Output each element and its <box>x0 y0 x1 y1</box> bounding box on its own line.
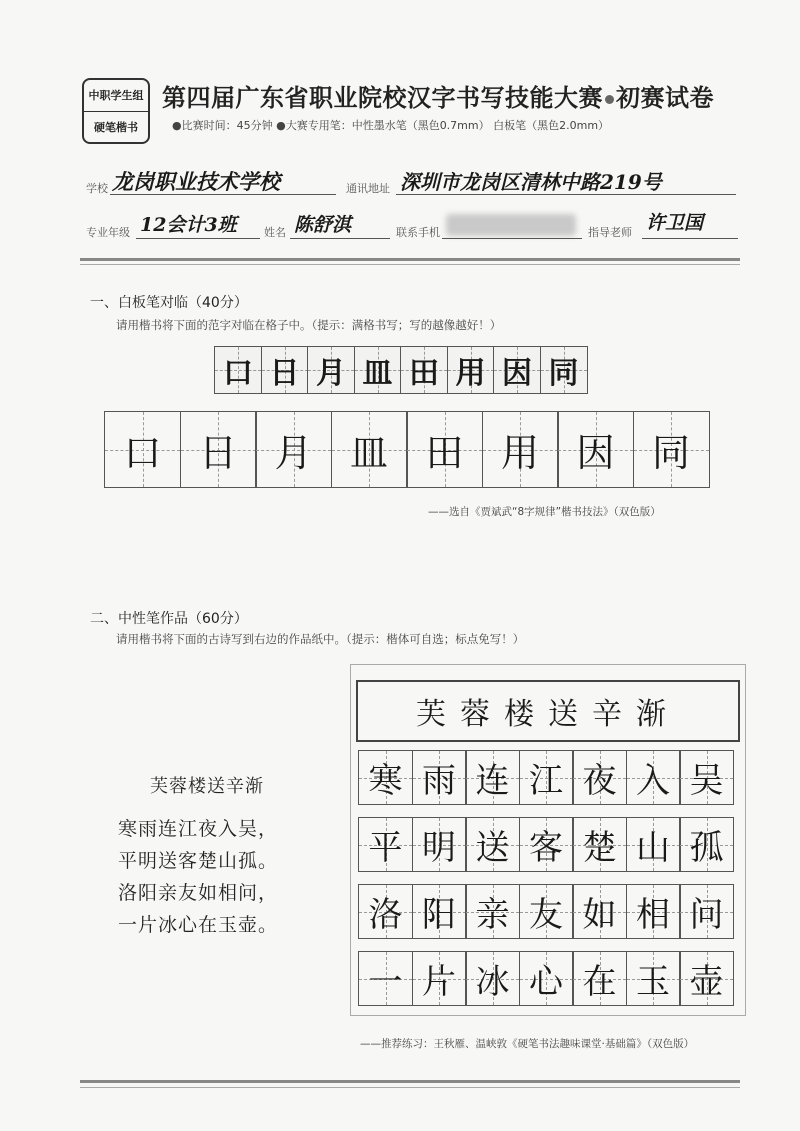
badge-group-label: 中职学生组 <box>84 80 148 112</box>
section1-desc: 请用楷书将下面的范字对临在格子中。（提示：满格书写；写的越像越好！） <box>116 318 502 332</box>
model-char: 田 <box>409 356 439 391</box>
copy-char-row <box>104 411 708 488</box>
copy-char: 田 <box>425 431 464 475</box>
work-char: 吴 <box>689 761 724 801</box>
model-char-cell <box>214 346 262 394</box>
work-char: 入 <box>636 761 670 801</box>
name-label: 姓名 <box>264 226 286 239</box>
work-row <box>358 951 733 1006</box>
school-underline <box>110 194 336 195</box>
title-dot-icon <box>605 95 614 104</box>
work-char: 亲 <box>475 895 510 935</box>
address-label: 通讯地址 <box>346 182 390 195</box>
class-value[interactable]: 12会计3班 <box>140 214 237 236</box>
work-cell[interactable] <box>572 817 627 872</box>
work-title-box[interactable] <box>356 680 740 742</box>
work-cell[interactable] <box>519 750 574 805</box>
title-suffix: 初赛试卷 <box>616 84 714 112</box>
work-char: 在 <box>582 962 617 1002</box>
work-cell[interactable] <box>412 884 467 939</box>
work-char: 明 <box>422 828 456 868</box>
copy-char-cell[interactable] <box>255 411 332 488</box>
work-char: 洛 <box>368 895 403 935</box>
work-row <box>358 817 733 872</box>
model-char-cell <box>261 346 309 394</box>
work-cell[interactable] <box>465 951 520 1006</box>
work-char: 友 <box>529 895 563 935</box>
work-cell[interactable] <box>412 750 467 805</box>
copy-char-cell[interactable] <box>406 411 483 488</box>
poem-line: 平明送客楚山孤。 <box>118 850 279 872</box>
copy-char: 口 <box>123 431 162 475</box>
work-cell[interactable] <box>465 750 520 805</box>
section2-credit: ——推荐练习：王秋雁、温峡敦《硬笔书法趣味课堂·基础篇》（双色版） <box>360 1038 695 1050</box>
work-char: 阳 <box>422 895 456 935</box>
header-divider-thin <box>80 264 740 265</box>
copy-char: 因 <box>576 431 615 475</box>
badge-style-label: 硬笔楷书 <box>94 120 138 134</box>
page-title <box>162 78 714 113</box>
work-cell[interactable] <box>679 750 734 805</box>
model-char: 月 <box>316 356 346 391</box>
copy-char: 同 <box>651 431 690 475</box>
model-char: 因 <box>502 356 532 391</box>
copy-char: 皿 <box>349 431 388 475</box>
work-cell[interactable] <box>626 951 681 1006</box>
work-cell[interactable] <box>626 884 681 939</box>
work-cell[interactable] <box>358 817 413 872</box>
work-cell[interactable] <box>519 817 574 872</box>
model-char-cell <box>540 346 588 394</box>
exam-info: ●比赛时间：45分钟 ●大赛专用笔：中性墨水笔（黑色0.7mm） 白板笔（黑色2.0mm） <box>172 119 610 132</box>
section2-title: 二、中性笔作品（60分） <box>90 611 248 627</box>
work-cell[interactable] <box>519 884 574 939</box>
teacher-label: 指导老师 <box>588 226 632 239</box>
work-row <box>358 884 733 939</box>
work-char: 冰 <box>475 962 510 1002</box>
model-char-cell <box>493 346 541 394</box>
address-value[interactable]: 深圳市龙岗区清林中路219号 <box>400 170 662 194</box>
model-char: 同 <box>548 356 579 391</box>
work-title: 芙蓉楼送辛渐 <box>416 697 680 732</box>
work-cell[interactable] <box>679 817 734 872</box>
copy-char-cell[interactable] <box>331 411 408 488</box>
model-char-row <box>214 346 586 394</box>
poem-line: 洛阳亲友如相问， <box>118 882 279 904</box>
footer-divider-thin <box>80 1087 740 1088</box>
work-char: 孤 <box>689 828 724 868</box>
copy-char-cell[interactable] <box>180 411 257 488</box>
work-cell[interactable] <box>412 951 467 1006</box>
teacher-underline <box>642 238 738 239</box>
school-value[interactable]: 龙岗职业技术学校 <box>112 169 280 194</box>
work-cell[interactable] <box>679 884 734 939</box>
name-underline <box>290 238 390 239</box>
work-char: 一 <box>368 962 403 1002</box>
group-badge <box>82 78 150 144</box>
section2-desc: 请用楷书将下面的古诗写到右边的作品纸中。（提示：楷体可自选；标点免写！） <box>116 632 525 646</box>
work-char: 送 <box>475 828 510 868</box>
address-underline <box>396 194 736 195</box>
model-char: 用 <box>455 356 486 391</box>
work-cell[interactable] <box>626 817 681 872</box>
work-char: 平 <box>368 828 403 868</box>
work-char: 山 <box>636 828 670 868</box>
model-char: 皿 <box>362 356 393 391</box>
section1-title: 一、白板笔对临（40分） <box>90 295 248 311</box>
work-char: 问 <box>689 895 724 935</box>
work-char: 江 <box>529 761 563 801</box>
section1-credit: ——选自《贾斌武“8字规律”楷书技法》（双色版） <box>428 506 661 518</box>
model-char-cell <box>400 346 448 394</box>
model-char-cell <box>447 346 495 394</box>
poem-source-title: 芙蓉楼送辛渐 <box>150 776 264 797</box>
work-cell[interactable] <box>358 750 413 805</box>
model-char: 日 <box>269 356 300 391</box>
copy-char-cell[interactable] <box>482 411 559 488</box>
footer-divider <box>80 1080 740 1083</box>
phone-label: 联系手机 <box>396 226 440 239</box>
phone-redacted <box>446 214 576 236</box>
work-cell[interactable] <box>412 817 467 872</box>
name-value[interactable]: 陈舒淇 <box>294 214 352 236</box>
work-cell[interactable] <box>465 884 520 939</box>
work-char: 客 <box>529 828 563 868</box>
copy-char: 月 <box>274 431 313 475</box>
work-char: 夜 <box>582 761 617 801</box>
copy-char: 用 <box>500 431 539 475</box>
school-label: 学校 <box>86 182 108 195</box>
title-main: 第四届广东省职业院校汉字书写技能大赛 <box>162 84 603 112</box>
model-char: 口 <box>223 356 253 391</box>
copy-char-cell[interactable] <box>104 411 181 488</box>
work-cell[interactable] <box>626 750 681 805</box>
work-cell[interactable] <box>358 884 413 939</box>
phone-underline <box>442 238 582 239</box>
work-cell[interactable] <box>519 951 574 1006</box>
work-char: 相 <box>636 895 670 935</box>
work-cell[interactable] <box>465 817 520 872</box>
header-divider <box>80 258 740 261</box>
poem-line: 寒雨连江夜入吴， <box>118 818 279 840</box>
class-underline <box>136 238 260 239</box>
class-label: 专业年级 <box>86 226 130 239</box>
work-char: 连 <box>475 761 510 801</box>
work-cell[interactable] <box>358 951 413 1006</box>
work-char: 如 <box>582 895 617 935</box>
model-char-cell <box>307 346 355 394</box>
teacher-value[interactable]: 许卫国 <box>646 212 704 234</box>
model-char-cell <box>354 346 402 394</box>
work-cell[interactable] <box>572 750 627 805</box>
copy-char-cell[interactable] <box>557 411 634 488</box>
work-char: 心 <box>529 962 563 1002</box>
work-char: 寒 <box>368 761 403 801</box>
work-cell[interactable] <box>572 951 627 1006</box>
poem-line: 一片冰心在玉壶。 <box>118 914 279 936</box>
copy-char-cell[interactable] <box>633 411 710 488</box>
work-row <box>358 750 733 805</box>
work-char: 楚 <box>582 828 617 868</box>
copy-char: 日 <box>198 431 237 475</box>
work-cell[interactable] <box>572 884 627 939</box>
work-char: 雨 <box>422 761 456 801</box>
work-cell[interactable] <box>679 951 734 1006</box>
work-char: 片 <box>422 962 456 1002</box>
work-char: 玉 <box>636 962 670 1002</box>
work-char: 壶 <box>689 962 724 1002</box>
